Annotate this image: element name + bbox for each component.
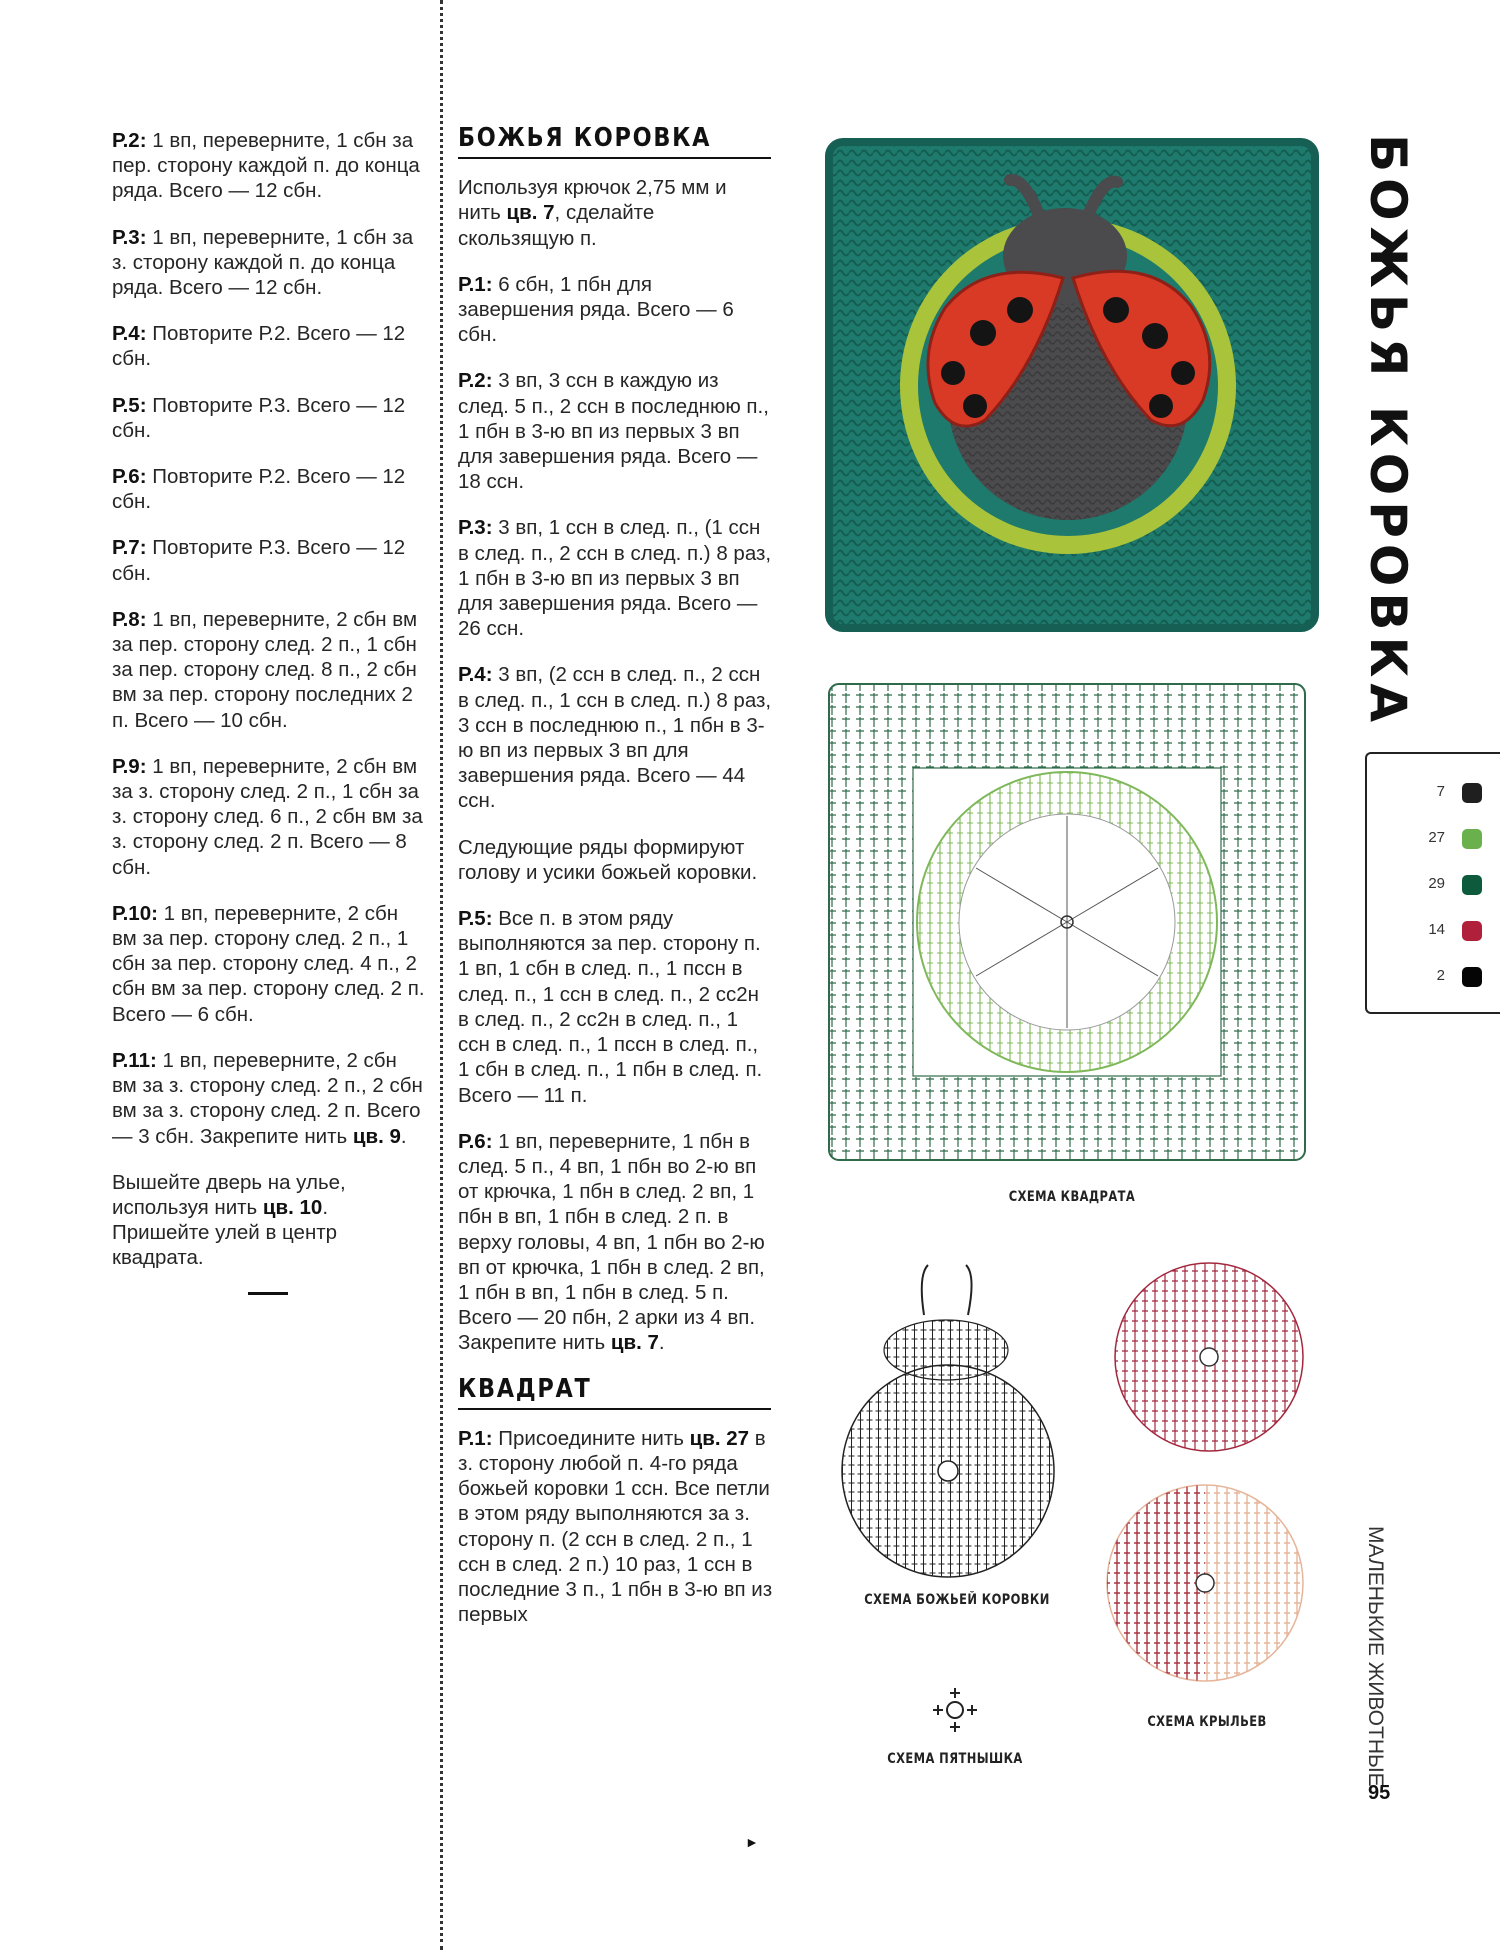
left-row-para: Р.8: 1 вп, переверните, 2 сбн вм за пер. сторону след. 2 п., 1 сбн за пер. сторону след. 8 п., 2 сбн вм за пер. сторону последних 2 п. Всего — 10 сбн. <box>112 607 418 732</box>
spot <box>1007 297 1033 323</box>
middle-column <box>458 123 773 1648</box>
ladybug-heading-wrap <box>458 123 771 159</box>
mid-row-para: Р.5: Все п. в этом ряду выполняются за пер. сторону п. 1 вп, 1 сбн в след. п., 1 пссн в след. п., 1 ссн в след. п., 2 сс2н в след. п., 2 сс2н в след. п., 1 ссн в след. п., 1 пссн в след. п., 1 сбн в след. п., 1 пбн в след. п. Всего — 11 п. <box>458 907 763 1107</box>
square-chart-diagram <box>825 680 1309 1164</box>
left-final-para: Вышейте дверь на улье, используя нить цв. 10. Пришейте улей в центр квадрата. <box>112 1170 346 1270</box>
mid-row-para: Р.4: 3 вп, (2 ссн в след. п., 2 ссн в след. п., 1 ссн в след. п.) 8 раз, 3 ссн в последнюю п., 1 пбн в 3-ю вп из первых 3 вп для завершения ряда. Всего — 44 ссн. <box>458 663 772 813</box>
mid-row-para-6: Р.6: 1 вп, переверните, 1 пбн в след. 5 п., 4 вп, 1 пбн во 2-ю вп от крючка, 1 пбн в след. 2 вп, 1 пбн в вп, 1 пбн в след. 2 п. в верху головы, 4 вп, 1 пбн во 2-ю вп от крючка, 1 пбн в след. 2 вп, 1 пбн в вп, 1 пбн в след. 5 п. Всего — 20 пбн, 2 арки из 4 вп. Закрепите нить цв. 7. <box>458 1129 765 1355</box>
legend-item: 2 <box>1367 962 1500 992</box>
wing-chart-diagram <box>1110 1258 1308 1456</box>
page-number: 95 <box>1368 1782 1391 1804</box>
head-note-para: Следующие ряды формируют голову и усики божьей коровки. <box>458 835 758 884</box>
vertical-page-title: БОЖЬЯ КОРОВКА <box>1359 134 1417 729</box>
continue-arrow-icon: ► <box>745 1834 759 1850</box>
mid-row-para: Р.2: 3 вп, 3 ссн в каждую из след. 5 п., 2 ссн в последнюю п., 1 пбн в 3-ю вп из первых 3 вп для завершения ряда. Всего — 18 ссн. <box>458 369 769 494</box>
wing-chart-diagram <box>1102 1480 1308 1686</box>
legend-item: 14 <box>1367 916 1500 946</box>
color-legend <box>1365 752 1500 1014</box>
square-heading-wrap <box>458 1373 771 1410</box>
left-row-para: Р.4: Повторите Р.2. Всего — 12 сбн. <box>112 322 406 371</box>
left-row-para-11: Р.11: 1 вп, переверните, 2 сбн вм за з. сторону след. 2 п., 2 сбн вм за з. сторону след. 2 п. Всего — 3 сбн. Закрепите нить цв. 9. <box>112 1048 423 1148</box>
mid-row-para: Р.3: 3 вп, 1 ссн в след. п., (1 ссн в след. п., 2 ссн в след. п.) 8 раз, 1 пбн в 3-ю вп из первых 3 вп для завершения ряда. Всего — 26 ссн. <box>458 516 772 641</box>
square-chart-caption: СХЕМА КВАДРАТА <box>1008 1189 1136 1205</box>
spot <box>1142 323 1168 349</box>
left-row-para: Р.10: 1 вп, переверните, 2 сбн вм за пер. сторону след. 2 п., 1 сбн за пер. сторону след. 4 п., 2 сбн вм за пер. сторону след. 2 п. Всего — 6 сбн. <box>112 901 425 1026</box>
left-row-para: Р.3: 1 вп, переверните, 1 сбн за з. сторону каждой п. до конца ряда. Всего — 12 сбн. <box>112 225 414 300</box>
ladybug-square-photo <box>825 138 1319 632</box>
ladybug-chart-caption: СХЕМА БОЖЬЕЙ КОРОВКИ <box>864 1592 1050 1608</box>
legend-item: 29 <box>1367 870 1500 900</box>
color-swatch <box>1462 783 1482 803</box>
spot-chart-diagram <box>925 1680 985 1740</box>
spot <box>1103 297 1129 323</box>
mid-row-para: Р.1: 6 сбн, 1 пбн для завершения ряда. Всего — 6 сбн. <box>458 272 734 347</box>
spot <box>970 320 996 346</box>
square-heading: КВАДРАТ <box>458 1373 592 1404</box>
left-row-para: Р.7: Повторите Р.3. Всего — 12 сбн. <box>112 536 406 585</box>
spot <box>963 394 987 418</box>
spot <box>941 361 965 385</box>
ladybug-chart-diagram <box>838 1255 1066 1585</box>
color-swatch <box>1462 967 1482 987</box>
wings-chart-caption: СХЕМА КРЫЛЬЕВ <box>1147 1714 1267 1730</box>
left-row-para: Р.2: 1 вп, переверните, 1 сбн за пер. сторону каждой п. до конца ряда. Всего — 12 сбн. <box>112 129 420 203</box>
square-row-para: Р.1: Присоедините нить цв. 27 в з. сторону любой п. 4-го ряда божьей коровки 1 ссн. Все петли в этом ряду выполняются за з. сторону п. (2 ссн в след. 2 п., 1 ссн в след. 2 п.) 10 раз, 1 ссн в последние 3 п., 1 пбн в 3-ю вп из первых <box>458 1426 773 1627</box>
left-row-para: Р.9: 1 вп, переверните, 2 сбн вм за з. сторону след. 2 п., 1 сбн за з. сторону след. 6 п., 2 сбн вм за з. сторону след. 2 п. Всего — 8 сбн. <box>112 754 423 879</box>
spot <box>1171 361 1195 385</box>
spot <box>1149 394 1173 418</box>
end-dash <box>248 1292 288 1295</box>
left-column <box>112 128 427 1295</box>
legend-item: 7 <box>1367 778 1500 808</box>
color-swatch <box>1462 829 1482 849</box>
legend-item: 27 <box>1367 824 1500 854</box>
ladybug-heading: БОЖЬЯ КОРОВКА <box>458 123 712 153</box>
antenna <box>922 1265 928 1315</box>
left-row-para: Р.6: Повторите Р.2. Всего — 12 сбн. <box>112 465 406 514</box>
color-swatch <box>1462 921 1482 941</box>
column-divider <box>440 0 443 1950</box>
vertical-section-title: МАЛЕНЬКИЕ ЖИВОТНЫЕ <box>1364 1526 1387 1787</box>
left-row-para: Р.5: Повторите Р.3. Всего — 12 сбн. <box>112 393 406 442</box>
antenna <box>966 1265 972 1315</box>
color-swatch <box>1462 875 1482 895</box>
intro-para: Используя крючок 2,75 мм и нить цв. 7, сделайте скользящую п. <box>458 176 727 250</box>
spot-chart-caption: СХЕМА ПЯТНЫШКА <box>887 1751 1023 1767</box>
